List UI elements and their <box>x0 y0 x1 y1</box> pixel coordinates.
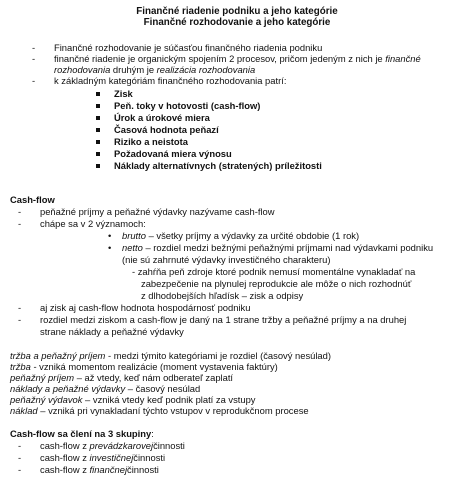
cashflow-item-3: - aj zisk aj cash-flow hodnota hospodárnosť podniku <box>18 302 251 313</box>
category-pozadovana-miera: Požadovaná miera výnosu <box>96 148 232 159</box>
intro-item-2: - finančné riadenie je organickým spojením 2 procesov, pričom jedeným z nich je finančné <box>32 53 421 64</box>
square-bullet-icon <box>96 116 100 120</box>
cashflow-netto: • netto – rozdiel medzi bežnými peňažnými príjmami nad výdavkami podniku <box>108 242 434 253</box>
groups-heading: Cash-flow sa člení na 3 skupiny: <box>10 428 154 439</box>
square-bullet-icon <box>96 140 100 144</box>
group-item-investicna: - cash-flow z investičnejčinnosti <box>18 452 166 463</box>
intro-item-1: - Finančné rozhodovanie je súčasťou finančného riadenia podniku <box>32 42 323 53</box>
square-bullet-icon <box>96 104 100 108</box>
cashflow-item-2: - chápe sa v 2 významoch: <box>18 218 146 229</box>
square-bullet-icon <box>96 152 100 156</box>
square-bullet-icon <box>96 164 100 168</box>
cashflow-zahrna-2: zabezpečenie na plynulej reprodukcie ale môže o nich rozhodnúť <box>141 278 412 289</box>
cashflow-item-4: - rozdiel medzi ziskom a cash-flow je daný na 1 strane tržby a peňažné príjmy a na druhej <box>18 314 407 325</box>
category-zisk: Zisk <box>96 88 133 99</box>
square-bullet-icon <box>96 128 100 132</box>
cashflow-brutto: • brutto – všetky príjmy a výdavky za určité obdobie (1 rok) <box>108 230 360 241</box>
definition-naklad: náklad – vzniká pri vynakladaní týchto vstupov v reprodukčnom procese <box>10 405 309 416</box>
cashflow-item-1: - peňažné príjmy a peňažné výdavky nazývame cash-flow <box>18 206 275 217</box>
category-riziko: Riziko a neistota <box>96 136 188 147</box>
page-subtitle: Finančné rozhodovanie a jeho kategórie <box>143 17 331 28</box>
definition-naklady-vydavky: náklady a peňažné výdavky – časový nesúlad <box>10 383 201 394</box>
cashflow-zahrna-3: z dlhodobejších hľadísk – zisk a odpisy <box>141 290 304 301</box>
intro-item-3: - k základným kategóriám finančného rozhodovania patrí: <box>32 75 287 86</box>
group-item-financna: - cash-flow z finančnejčinnosti <box>18 464 159 475</box>
group-item-prevadzkova: - cash-flow z prevádzkarovejčinnosti <box>18 440 185 451</box>
category-naklady-alternativnych: Náklady alternatívnych (stratených) príležitosti <box>96 160 322 171</box>
definition-penazny-vydavok: peňažný výdavok – vzniká vtedy keď podnik platí za vstupy <box>10 394 256 405</box>
definition-trzba-prijem: tržba a peňažný príjem - medzi týmito kategóriami je rozdiel (časový nesúlad) <box>10 350 331 361</box>
definition-penazny-prijem: peňažný príjem – až vtedy, keď nám odberateľ zaplatí <box>10 372 234 383</box>
cashflow-heading: Cash-flow <box>10 194 55 205</box>
cashflow-zahrna-1: - zahŕňa peň zdroje ktoré podnik nemusí momentálne vynakladať na <box>132 266 416 277</box>
intro-item-2-cont: rozhodovania druhým je realizácia rozhodovania <box>54 64 256 75</box>
category-urok: Úrok a úrokové miera <box>96 112 210 123</box>
square-bullet-icon <box>96 92 100 96</box>
page-title: Finančné riadenie podniku a jeho kategórie <box>136 6 338 17</box>
category-casova-hodnota: Časová hodnota peňazí <box>96 124 219 135</box>
cashflow-item-4-cont: strane náklady a peňažné výdavky <box>40 326 184 337</box>
cashflow-netto-cont: (nie sú zahrnuté výdavky investičného charakteru) <box>122 254 331 265</box>
definition-trzba: tržba - vzniká momentom realizácie (moment vystavenia faktúry) <box>10 361 278 372</box>
category-cash-flow: Peň. toky v hotovosti (cash-flow) <box>96 100 260 111</box>
